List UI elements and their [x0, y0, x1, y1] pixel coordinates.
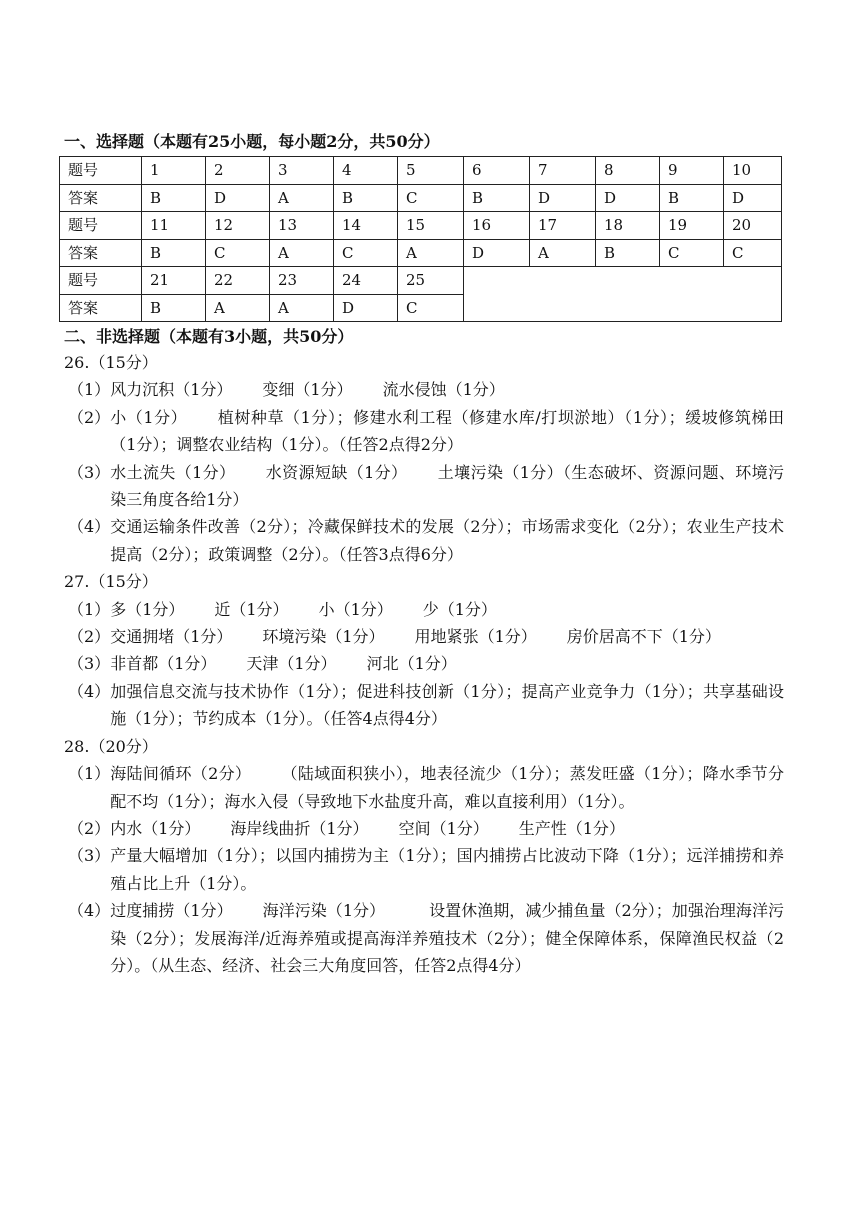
question-number-cell: 13 — [270, 212, 334, 240]
answer-cell: A — [270, 184, 334, 212]
answer-part: 产量大幅增加（1分）；以国内捕捞为主（1分）；国内捕捞占比波动下降（1分）；远洋捕捞和养殖占比上升（1分）。 — [110, 846, 784, 893]
answer-cell: A — [206, 294, 270, 322]
answer-cell: C — [398, 294, 464, 322]
question-number-cell: 16 — [464, 212, 530, 240]
answer-item — [64, 513, 784, 568]
item-text — [110, 596, 784, 623]
answer-part: 土壤污染（1分）（生态破坏、资源问题、环境污染三角度各给1分） — [110, 462, 784, 510]
answer-part: 天津（1分） — [246, 654, 337, 674]
table-row-answers — [60, 239, 782, 267]
answer-item — [64, 760, 784, 815]
question-number-cell: 1 — [142, 157, 206, 185]
answer-cell: D — [530, 184, 596, 212]
question-number-cell: 21 — [142, 267, 206, 295]
answer-part: 风力沉积（1分） — [110, 380, 233, 400]
answer-item — [64, 815, 784, 842]
answer-part: 非首都（1分） — [110, 654, 217, 674]
question-number-cell: 2 — [206, 157, 270, 185]
question-number-cell: 6 — [464, 157, 530, 185]
answer-part: 环境污染（1分） — [262, 627, 385, 647]
answer-cell: A — [270, 239, 334, 267]
answer-part: 少（1分） — [422, 599, 497, 619]
row-label: 题号 — [60, 267, 142, 295]
table-row-numbers — [60, 267, 782, 295]
answer-part: 河北（1分） — [366, 654, 457, 674]
item-text — [110, 897, 784, 979]
question-heading: 28.（20分） — [64, 736, 158, 756]
answer-part: 过度捕捞（1分） — [110, 901, 233, 921]
question-number-cell: 10 — [724, 157, 782, 185]
question-number-cell: 14 — [334, 212, 398, 240]
answer-cell: D — [464, 239, 530, 267]
answer-part: 海洋污染（1分） — [262, 901, 386, 921]
answer-table — [59, 156, 782, 322]
question-number-cell: 7 — [530, 157, 596, 185]
answer-part: 多（1分） — [110, 599, 185, 619]
section2-title: 二、非选择题（本题有3小题，共50分） — [64, 327, 354, 346]
item-text — [110, 760, 784, 815]
item-number: （4） — [68, 517, 111, 537]
answer-cell: C — [334, 239, 398, 267]
answer-part: 海岸线曲折（1分） — [230, 818, 369, 838]
answer-part: 流水侵蚀（1分） — [382, 380, 505, 400]
item-text — [110, 376, 784, 403]
answer-cell: C — [724, 239, 782, 267]
question-number-cell: 18 — [596, 212, 660, 240]
answer-part: 小（1分） — [318, 599, 393, 619]
answer-item — [64, 459, 784, 514]
item-text — [110, 815, 784, 842]
answer-cell: B — [142, 184, 206, 212]
question-number-cell: 11 — [142, 212, 206, 240]
answer-cell: B — [464, 184, 530, 212]
row-label: 答案 — [60, 294, 142, 322]
answer-part: 海陆间循环（2分） — [110, 764, 252, 784]
answer-cell: B — [334, 184, 398, 212]
table-row-numbers — [60, 157, 782, 185]
answer-part: 近（1分） — [214, 599, 289, 619]
item-text — [110, 650, 784, 677]
item-number: （1） — [68, 380, 111, 400]
answer-part: 加强信息交流与技术协作（1分）；促进科技创新（1分）；提高产业竞争力（1分）；共享基础设施（1分）；节约成本（1分）。（任答4点得4分） — [110, 681, 784, 729]
answer-part: 空间（1分） — [398, 818, 489, 838]
question-number-cell: 3 — [270, 157, 334, 185]
answer-item — [64, 623, 784, 650]
answer-part: 水资源短缺（1分） — [265, 462, 408, 482]
answer-item — [64, 596, 784, 623]
question-number-cell: 17 — [530, 212, 596, 240]
answer-item — [64, 376, 784, 403]
question-heading: 27.（15分） — [64, 572, 158, 592]
empty-cell — [464, 267, 782, 322]
item-number: （2） — [68, 627, 111, 647]
question-number-cell: 9 — [660, 157, 724, 185]
answer-part: （陆域面积狭小），地表径流少（1分）；蒸发旺盛（1分）；降水季节分配不均（1分）；海水入侵（导致地下水盐度升高，难以直接利用）（1分）。 — [110, 764, 784, 811]
question-number-cell: 12 — [206, 212, 270, 240]
answer-item — [64, 678, 784, 733]
item-text — [110, 513, 784, 568]
answer-part: 生产性（1分） — [518, 818, 625, 838]
answer-cell: C — [660, 239, 724, 267]
item-text — [110, 404, 784, 459]
answer-cell: C — [206, 239, 270, 267]
answer-part: 设置休渔期，减少捕鱼量（2分）；加强治理海洋污染（2分）；发展海洋/近海养殖或提高海洋养殖技术（2分）；健全保障体系，保障渔民权益（2分）。（从生态、经济、社会三大角度回答，任答2点得4分） — [110, 901, 784, 975]
item-number: （3） — [68, 654, 111, 674]
answer-part: 变细（1分） — [262, 380, 353, 400]
item-number: （3） — [68, 846, 111, 866]
question-number-cell: 4 — [334, 157, 398, 185]
item-text — [110, 678, 784, 733]
answer-cell: C — [398, 184, 464, 212]
question-number-cell: 5 — [398, 157, 464, 185]
question-number-cell: 15 — [398, 212, 464, 240]
question-number-cell: 23 — [270, 267, 334, 295]
answer-cell: A — [270, 294, 334, 322]
question-number-cell: 22 — [206, 267, 270, 295]
item-number: （2） — [68, 818, 111, 838]
answer-item — [64, 650, 784, 677]
question-number-cell: 20 — [724, 212, 782, 240]
row-label: 题号 — [60, 212, 142, 240]
question-number-cell: 24 — [334, 267, 398, 295]
row-label: 答案 — [60, 239, 142, 267]
item-number: （1） — [68, 764, 111, 784]
question-heading: 26.（15分） — [64, 353, 158, 372]
answer-part: 植树种草（1分）；修建水利工程（修建水库/打坝淤地）（1分）；缓坡修筑梯田（1分）；调整农业结构（1分）。（任答2点得2分） — [110, 407, 784, 455]
answer-cell: A — [398, 239, 464, 267]
answer-part: 水土流失（1分） — [110, 462, 236, 482]
answer-cell: D — [206, 184, 270, 212]
row-label: 答案 — [60, 184, 142, 212]
answer-cell: B — [596, 239, 660, 267]
item-number: （3） — [68, 462, 111, 482]
section1-title: 一、选择题（本题有25小题，每小题2分，共50分） — [64, 132, 440, 151]
item-number: （1） — [68, 599, 111, 619]
question-number-cell: 8 — [596, 157, 660, 185]
answer-cell: D — [334, 294, 398, 322]
answer-cell: D — [724, 184, 782, 212]
answer-part: 用地紧张（1分） — [414, 627, 537, 647]
item-text — [110, 459, 784, 514]
row-label: 题号 — [60, 157, 142, 185]
answer-cell: B — [660, 184, 724, 212]
answer-item — [64, 404, 784, 459]
question-number-cell: 19 — [660, 212, 724, 240]
item-number: （4） — [68, 681, 111, 701]
non-choice-answers — [64, 349, 784, 979]
answer-cell: A — [530, 239, 596, 267]
answer-part: 房价居高不下（1分） — [566, 627, 721, 647]
answer-item — [64, 897, 784, 979]
table-row-answers — [60, 184, 782, 212]
question-number-cell: 25 — [398, 267, 464, 295]
table-row-numbers — [60, 212, 782, 240]
item-number: （2） — [68, 407, 111, 427]
item-number: （4） — [68, 901, 111, 921]
answer-cell: B — [142, 294, 206, 322]
answer-cell: B — [142, 239, 206, 267]
answer-part: 小（1分） — [110, 407, 188, 427]
answer-cell: D — [596, 184, 660, 212]
answer-part: 交通拥堵（1分） — [110, 627, 233, 647]
item-text — [110, 623, 784, 650]
answer-part: 内水（1分） — [110, 818, 201, 838]
answer-item — [64, 842, 784, 897]
answer-part: 交通运输条件改善（2分）；冷藏保鲜技术的发展（2分）；市场需求变化（2分）；农业生产技术提高（2分）；政策调整（2分）。（任答3点得6分） — [110, 517, 784, 564]
item-text — [110, 842, 784, 897]
